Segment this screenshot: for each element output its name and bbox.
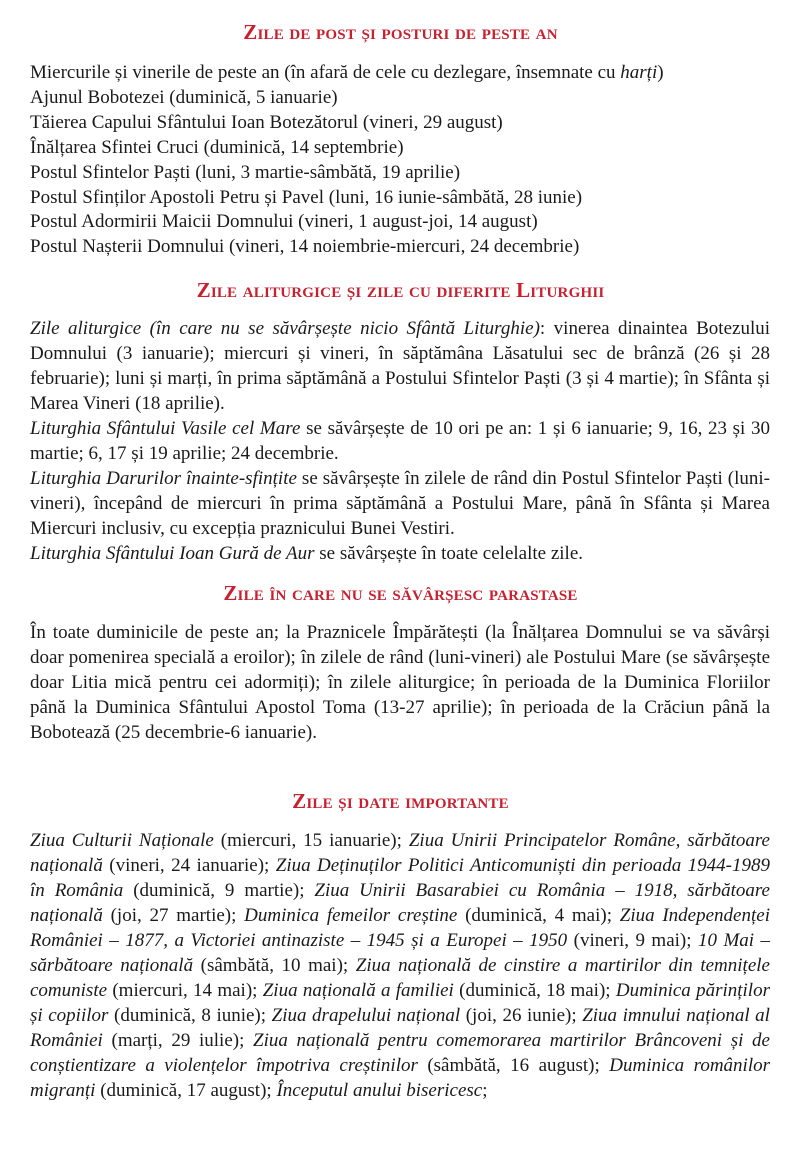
text-segment: (duminică, 8 iunie); — [108, 1004, 272, 1026]
text-segment: (marți, 29 iulie); — [102, 1029, 254, 1051]
fasting-item: Postul Sfinților Apostoli Petru și Pavel (luni, 16 iunie-sâmbătă, 28 iunie) — [30, 186, 583, 208]
heading-liturgy-days: Zile aliturgice și zile cu diferite Liturghii — [196, 278, 605, 302]
italic-title-segment: Liturghia Darurilor înainte-sfințite — [30, 467, 297, 489]
text-segment: (duminică, 18 mai); — [453, 979, 616, 1001]
text-segment: (vineri, 24 ianuarie); — [102, 854, 276, 876]
text-segment: ; — [482, 1079, 488, 1101]
italic-title-segment: Duminica femeilor creștine — [244, 904, 458, 926]
text-segment: (duminică, 17 august); — [95, 1079, 277, 1101]
fasting-item: Postul Adormirii Maicii Domnului (vineri, 1 august-joi, 14 august) — [30, 211, 538, 233]
italic-title-segment: Ziua Unirii Principatelor Române, sărbătoare națională — [30, 830, 770, 876]
text-segment: (joi, 27 martie); — [102, 904, 245, 926]
text-segment: (miercuri, 14 mai); — [107, 979, 263, 1001]
italic-title-segment: Liturghia Sfântului Ioan Gură de Aur — [30, 542, 315, 564]
italic-title-segment: 10 Mai – sărbătoare națională — [30, 929, 771, 976]
text-segment: se săvârșește în toate celelalte zile. — [314, 542, 584, 564]
italic-title-segment: Ziua Unirii Basarabiei cu România – 1918, sărbătoare națională — [30, 879, 770, 926]
italic-title-segment: Ziua națională a familiei — [262, 979, 454, 1001]
important-dates-paragraph — [30, 829, 770, 1103]
text-segment: : vinerea dinaintea Botezului Domnului (3 ianuarie); miercuri și vineri, în săptămâna Lăsatului sec de brânză (26 și 28 februarie); luni și marți, în prima săptămână a Postului Sfintelor Paști (3 și 4 martie); în Sfânta și Marea Vineri (18 aprilie). — [30, 318, 770, 414]
fasting-item: Postul Nașterii Domnului (vineri, 14 noiembrie-miercuri, 24 decembrie) — [30, 236, 580, 258]
italic-title-segment: Ziua imnului național al României — [30, 1004, 770, 1051]
heading-important-dates: Zile și date importante — [292, 789, 509, 813]
text-segment: (miercuri, 15 ianuarie); — [213, 830, 409, 851]
italic-title-segment: Liturghia Sfântului Vasile cel Mare — [30, 417, 301, 439]
fasting-item: Înălțarea Sfintei Cruci (duminică, 14 septembrie) — [30, 136, 404, 158]
italic-title-segment: Ziua națională pentru comemorarea martirilor Brâncoveni și de conștientizare a violențelor împotriva creștinilor — [30, 1029, 770, 1076]
fasting-item: Miercurile și vinerile de peste an (în afară de cele cu dezlegare, însemnate cu harți) — [30, 62, 664, 83]
italic-title-segment: Ziua Independenței României – 1877, a Victoriei antinaziste – 1945 și a Europei – 1950 — [30, 904, 770, 951]
text-segment: se săvârșește în zilele de rând din Postul Sfintelor Paști (luni-vineri), începând de miercuri în prima săptămână a Postului Mare, până în Sfânta și Marea Miercuri inclusiv, cu excepția praznicului Bunei Vestiri. — [30, 467, 770, 539]
text-segment: (sâmbătă, 10 mai); — [193, 954, 356, 976]
italic-title-segment: Zile aliturgice (în care nu se săvârșește nicio Sfântă Liturghie) — [30, 318, 540, 339]
fasting-item: Postul Sfintelor Paști (luni, 3 martie-sâmbătă, 19 aprilie) — [30, 161, 461, 183]
italic-title-segment: Duminica românilor migranți — [30, 1054, 771, 1101]
liturgy-paragraph — [30, 317, 770, 567]
italic-title-segment: Ziua națională de cinstire a martirilor din temnițele comuniste — [30, 954, 770, 1001]
heading-no-memorials: Zile în care nu se săvârșesc parastase — [223, 581, 578, 605]
fasting-item: Tăierea Capului Sfântului Ioan Botezătorul (vineri, 29 august) — [30, 111, 503, 133]
fasting-item: Ajunul Bobotezei (duminică, 5 ianuarie) — [30, 86, 338, 108]
text-segment: (duminică, 4 mai); — [457, 904, 620, 926]
text-segment: (sâmbătă, 16 august); — [417, 1054, 610, 1076]
fasting-list — [30, 61, 790, 260]
text-segment: (joi, 26 iunie); — [460, 1004, 583, 1026]
memorials-paragraph: În toate duminicile de peste an; la Praznicele Împărătești (la Înălțarea Domnului se va săvârși doar pomenirea specială a eroilor); în zilele de rând (luni-vineri) ale Postului Mare (se săvârșește doar Litia mică pentru cei adormiți); în zilele aliturgice; în perioada de la Duminica Floriilor până la Duminica Sfântului Apostol Toma (13-27 aprilie); în perioada de la Crăciun până la Bobotează (25 decembrie-6 ianuarie). — [30, 622, 770, 743]
heading-fasting-days: Zile de post și posturi de peste an — [243, 20, 558, 44]
italic-title-segment: Ziua Culturii Naționale — [30, 830, 214, 851]
italic-title-segment: Ziua drapelului național — [271, 1004, 461, 1026]
text-segment: (vineri, 9 mai); — [567, 929, 698, 951]
text-segment: se săvârșește de 10 ori pe an: 1 și 6 ianuarie; 9, 16, 23 și 30 martie; 6, 17 și 19 aprilie; 24 decembrie. — [30, 417, 771, 464]
italic-title-segment: Ziua Deținuților Politici Anticomuniști din perioada 1944-1989 în România — [30, 854, 771, 901]
italic-title-segment: Începutul anului bisericesc — [276, 1079, 483, 1101]
text-segment: (duminică, 9 martie); — [123, 879, 315, 901]
italic-title-segment: Duminica părinților și copiilor — [30, 979, 770, 1026]
